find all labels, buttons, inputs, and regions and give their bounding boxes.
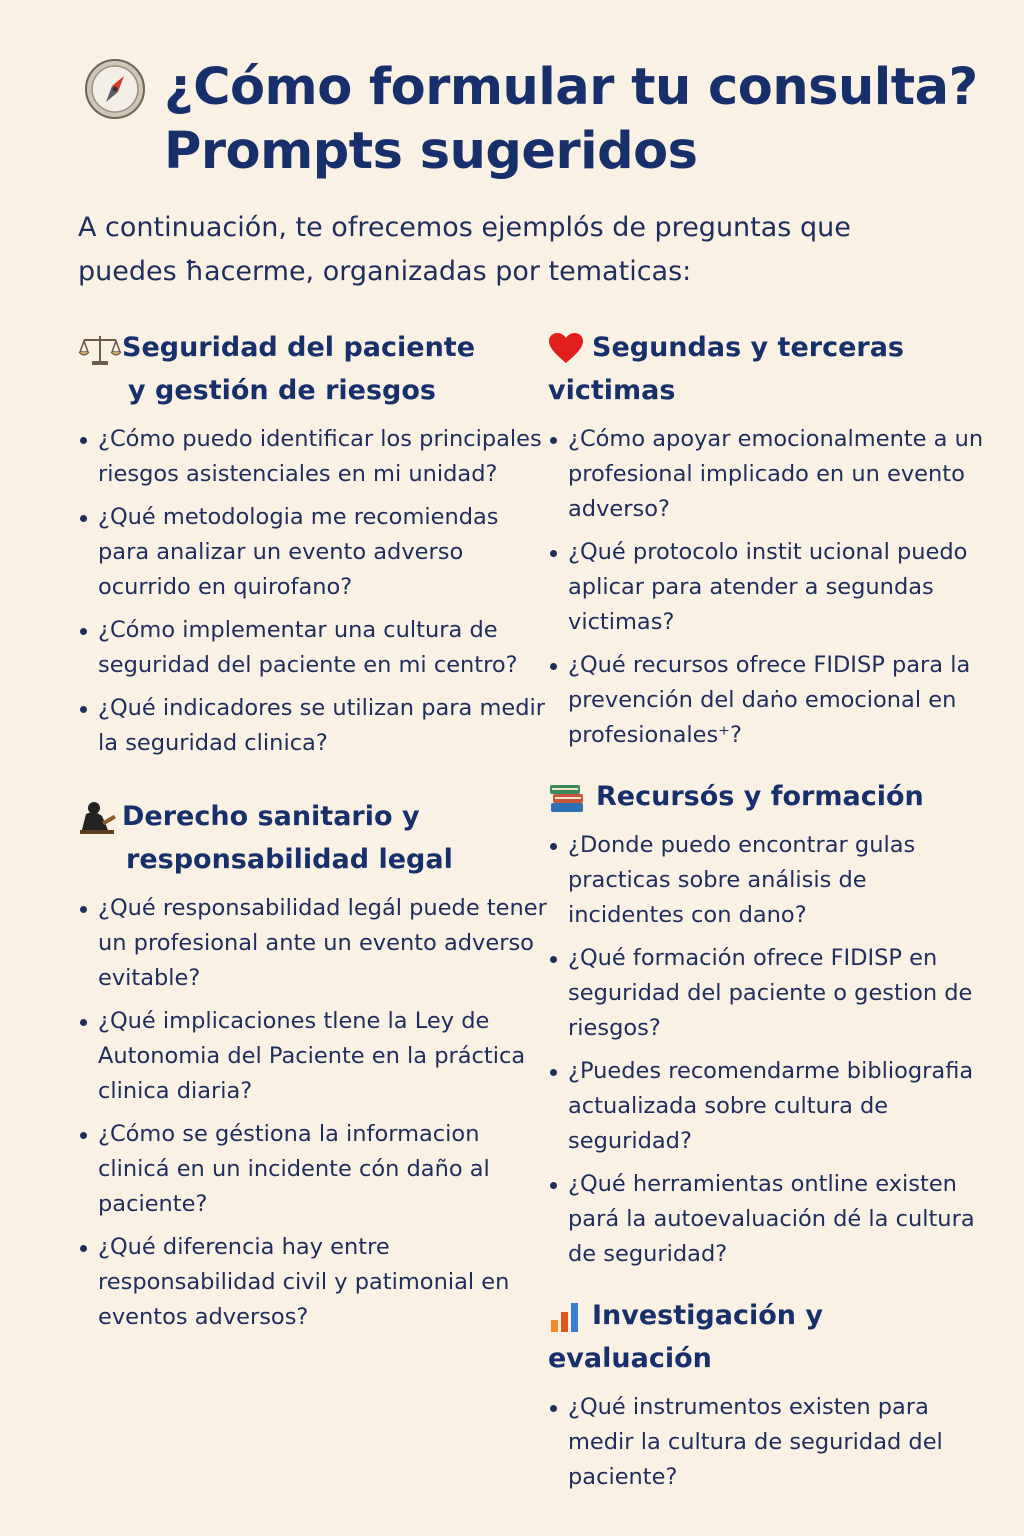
section-title-cont: victimas [548,375,676,406]
title-line-2: Prompts sugeridos [164,122,698,181]
question-list [78,891,548,1335]
section-recursos [548,775,988,1272]
list-item: ¿Cómo apoyar emocionalmente a un profesional implicado en un evento adverso? [548,422,988,527]
list-item: ¿Qué herramientas ontline existen pará la autoevaluación dé la cultura de seguridad? [548,1167,988,1272]
list-item: ¿Qué recursos ofrece FIDISP para la prevención del daṅo emocional en profesionales⁺? [548,648,988,753]
right-column [548,326,988,1503]
list-item: ¿Qué responsabilidad legál puede tener un profesional ante un evento adverso evitable? [78,891,548,996]
title-line-1: ¿Cómo formular tu consulta? [164,58,978,117]
section-title-cont: y gestión de riesgos [128,375,436,406]
list-item: ¿Qué metodologia me recomiendas para analizar un evento adverso ocurrido en quirofano? [78,500,548,605]
compass-icon [84,58,146,120]
section-heading [78,795,548,881]
section-heading [548,326,988,412]
list-item: ¿Donde puedo encontrar gulas practicas sobre análisis de incidentes con dano? [548,828,988,933]
section-title: Recursós y formación [596,781,924,812]
list-item: ¿Qué instrumentos existen para medir la cultura de seguridad del paciente? [548,1390,988,1495]
bar-chart-icon [548,1300,592,1334]
list-item: ¿Qué protocolo instit ucional puedo aplicar para atender a segundas victimas? [548,535,988,640]
judge-icon [78,800,122,836]
heart-icon [548,333,592,365]
section-investigacion [548,1294,988,1495]
section-victimas [548,326,988,753]
intro-text: A continuación, te ofrecemos ejemplós de preguntas que puedes ħacerme, organizadas por tematicas: [78,212,851,287]
section-heading [78,326,548,412]
list-item: ¿Puedes recomendarme bibliografia actualizada sobre cultura de seguridad? [548,1054,988,1159]
section-seguridad [78,326,548,761]
books-icon [548,781,596,815]
list-item: ¿Qué diferencia hay entre responsabilidad civil y patimonial en eventos adversos? [78,1230,548,1335]
question-list [548,828,988,1272]
section-derecho [78,795,548,1335]
section-title: Segundas y terceras [592,332,905,363]
scales-icon [78,332,122,366]
list-item: ¿Qué indicadores se utilizan para medir la seguridad clinica? [78,691,548,761]
section-title: Derecho sanitario y [122,801,420,832]
section-heading [548,775,988,818]
section-title: Seguridad del paciente [122,332,476,363]
list-item: ¿Cómo se géstiona la informacion clinicá en un incidente cón daño al paciente? [78,1117,548,1222]
list-item: ¿Qué formación ofrece FIDISP en seguridad del paciente o gestion de riesgos? [548,941,988,1046]
question-list [548,1390,988,1495]
question-list [78,422,548,761]
left-column [78,326,548,1343]
section-title: Investigación y evaluación [548,1300,823,1374]
page-title [164,56,978,184]
list-item: ¿Qué implicaciones tlene la Ley de Autonomia del Paciente en la práctica clinica diaria? [78,1004,548,1109]
section-title-cont: responsabilidad legal [126,844,453,875]
list-item: ¿Cómo puedo identificar los principales riesgos asistenciales en mi unidad? [78,422,548,492]
list-item: ¿Cómo implementar una cultura de seguridad del paciente en mi centro? [78,613,548,683]
section-heading [548,1294,988,1380]
question-list [548,422,988,753]
